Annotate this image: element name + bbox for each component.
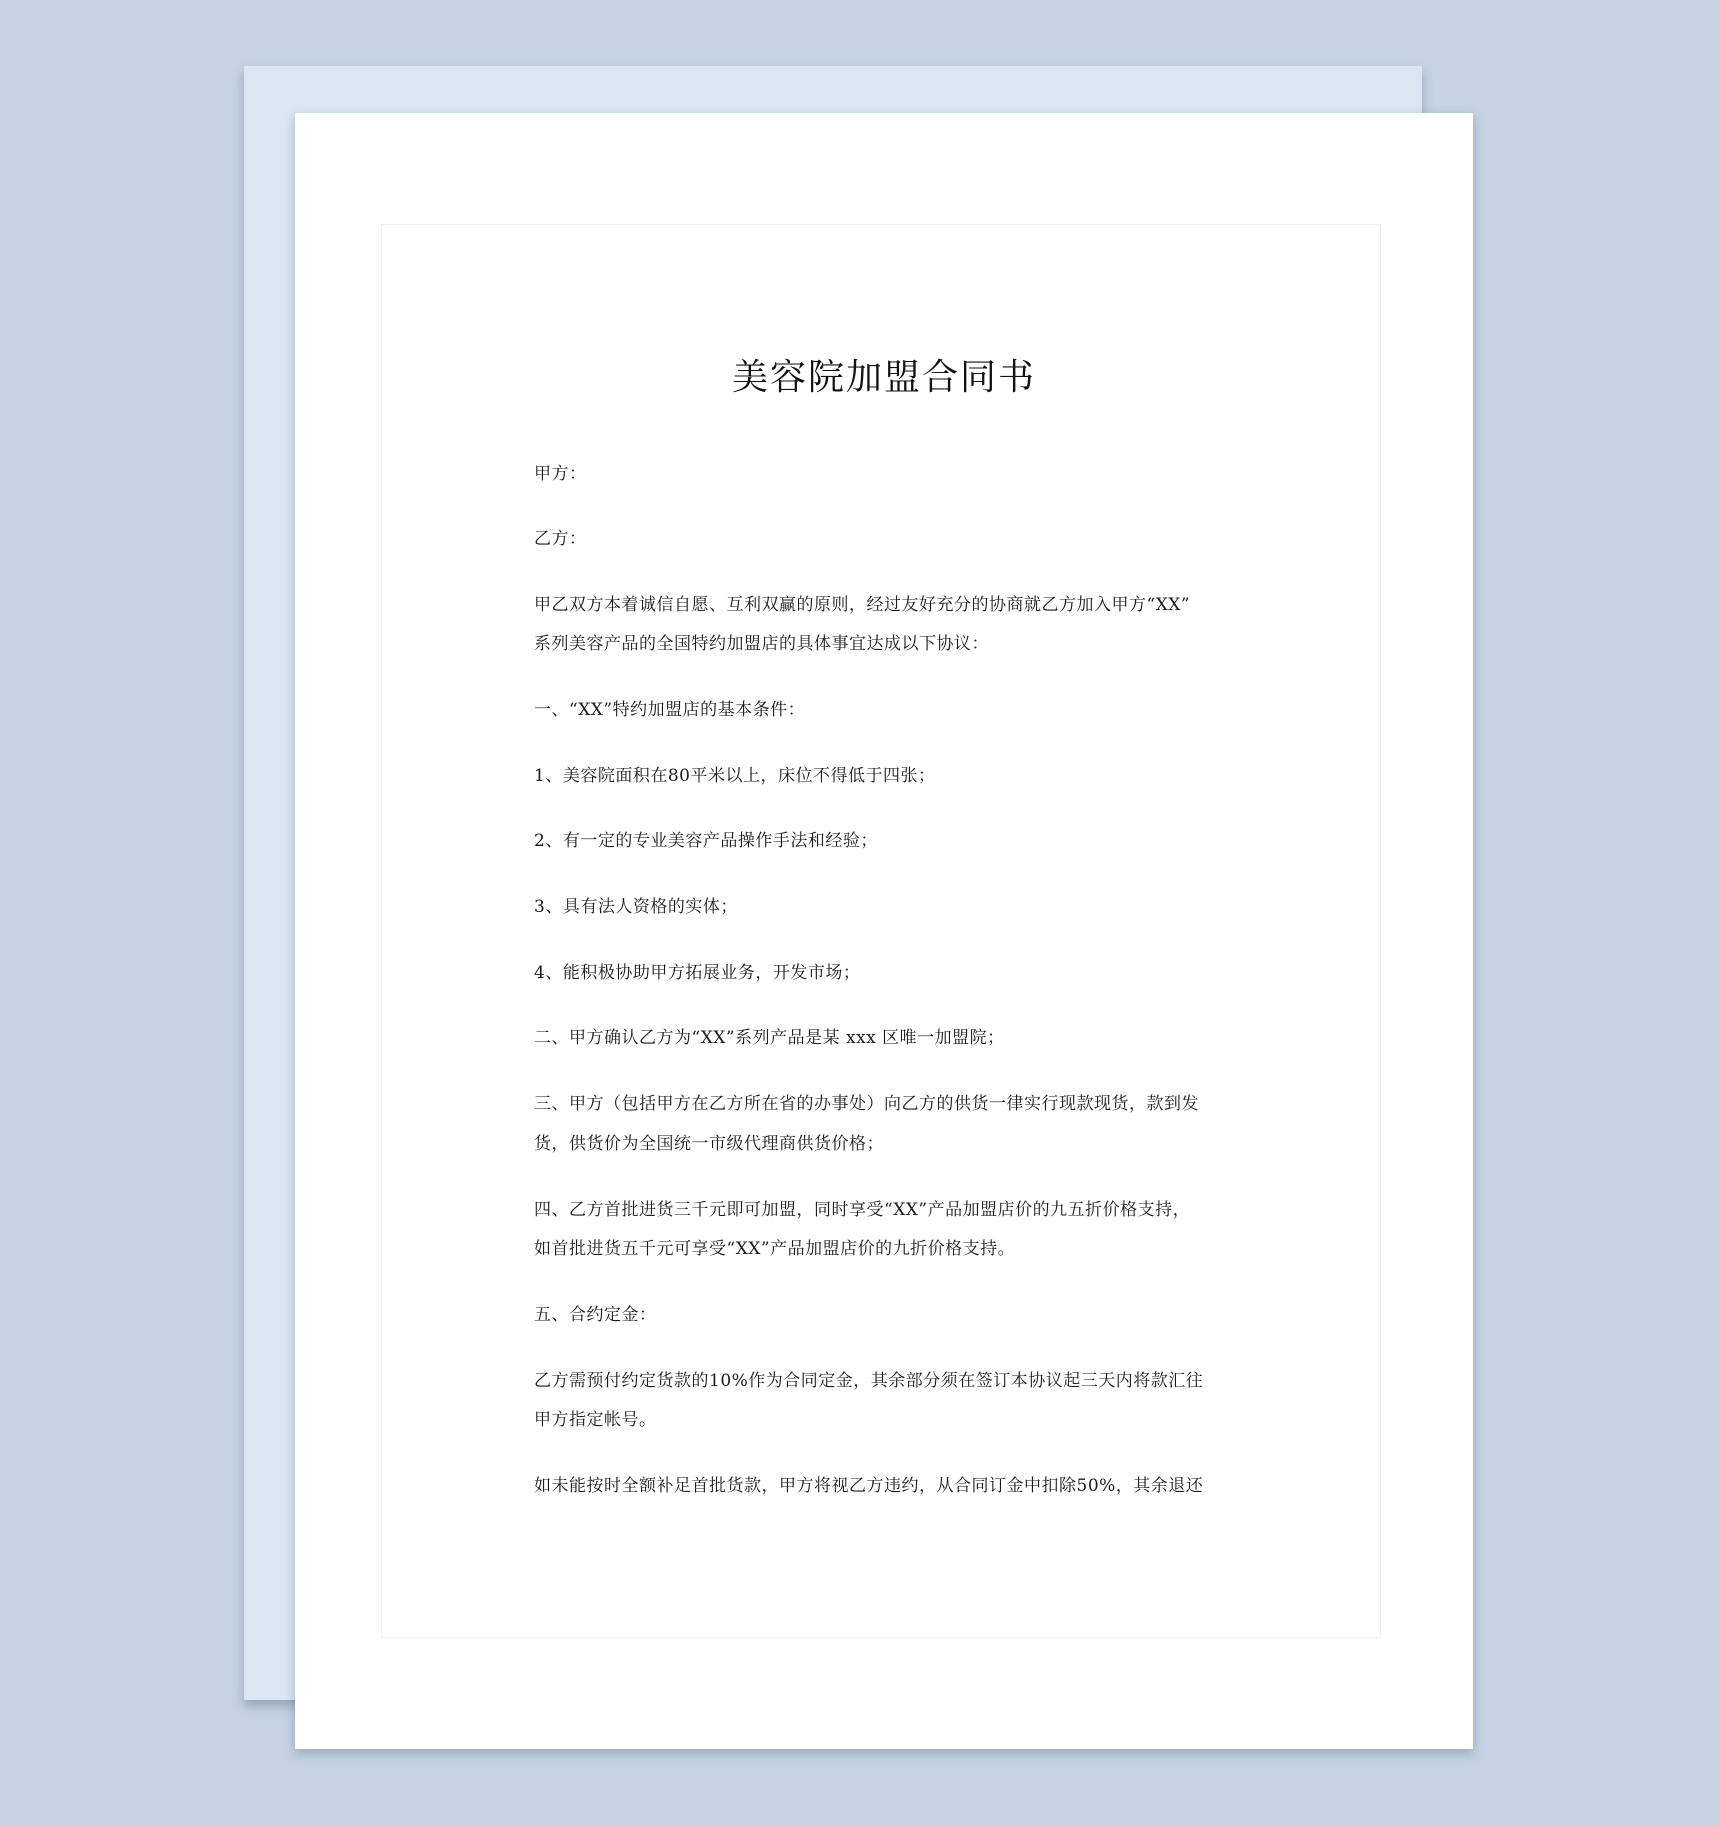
deposit-line-2: 甲方指定帐号。 [534,1410,657,1430]
party-a-line: 甲方： [534,464,587,484]
document-page [295,113,1473,1749]
condition-3: 3、具有法人资格的实体； [534,897,738,917]
document-title: 美容院加盟合同书 [731,357,1036,398]
section-5-heading: 五、合约定金： [534,1305,657,1325]
condition-4: 4、能积极协助甲方拓展业务，开发市场； [534,963,861,983]
intro-line-2: 系列美容产品的全国特约加盟店的具体事宜达成以下协议： [534,634,989,654]
condition-2: 2、有一定的专业美容产品操作手法和经验； [534,831,878,851]
section-3-line-2: 货，供货价为全国统一市级代理商供货价格； [534,1134,884,1154]
content-frame [381,224,1381,1638]
section-2-line: 二、甲方确认乙方为“XX”系列产品是某 xxx 区唯一加盟院； [534,1028,1005,1048]
section-3-line-1: 三、甲方（包括甲方在乙方所在省的办事处）向乙方的供货一律实行现款现货，款到发 [534,1094,1199,1114]
intro-line-1: 甲乙双方本着诚信自愿、互利双赢的原则，经过友好充分的协商就乙方加入甲方“XX” [534,595,1191,615]
section-1-heading: 一、“XX”特约加盟店的基本条件： [534,700,806,720]
section-4-line-1: 四、乙方首批进货三千元即可加盟，同时享受“XX”产品加盟店价的九五折价格支持， [534,1200,1191,1220]
deposit-line-1: 乙方需预付约定货款的10%作为合同定金，其余部分须在签订本协议起三天内将款汇往 [534,1371,1204,1391]
party-b-line: 乙方： [534,529,587,549]
breach-line: 如未能按时全额补足首批货款，甲方将视乙方违约，从合同订金中扣除50%，其余退还 [534,1476,1204,1496]
section-4-line-2: 如首批进货五千元可享受“XX”产品加盟店价的九折价格支持。 [534,1239,1016,1259]
condition-1: 1、美容院面积在80平米以上，床位不得低于四张； [534,766,936,786]
